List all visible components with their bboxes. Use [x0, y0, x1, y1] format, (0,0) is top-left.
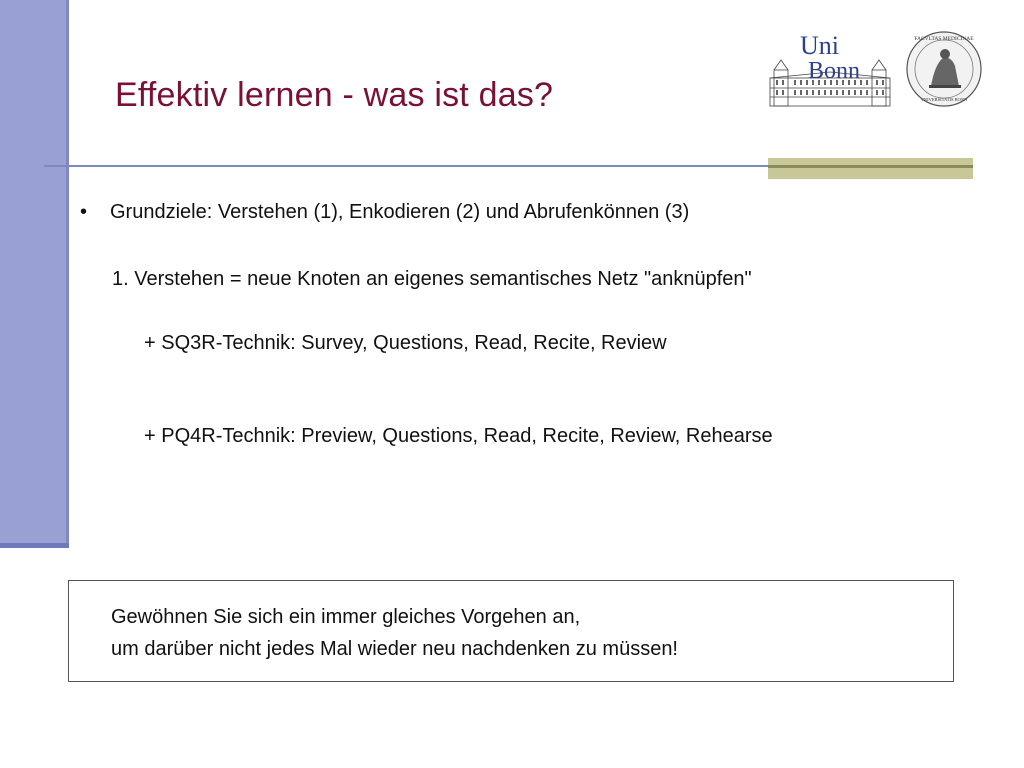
- callout-line-2: um darüber nicht jedes Mal wieder neu nachdenken zu müssen!: [111, 638, 678, 660]
- accent-bar: [768, 158, 973, 179]
- left-decorative-bar: [0, 0, 67, 547]
- point-one-text: 1. Verstehen = neue Knoten an eigenes semantisches Netz "anknüpfen": [112, 268, 752, 290]
- bullet-text: Grundziele: Verstehen (1), Enkodieren (2) und Abrufenkönnen (3): [110, 201, 690, 223]
- uni-bonn-logo: [766, 30, 894, 112]
- left-bar-bottom-edge: [0, 543, 69, 548]
- bullet-symbol: •: [80, 201, 88, 223]
- slide-title: Effektiv lernen - was ist das?: [115, 76, 554, 114]
- seal-text-bottom: VNIVERSITATIS BONN: [920, 97, 968, 102]
- accent-bar-line: [768, 165, 973, 168]
- uni-wordmark-line1: Uni: [800, 31, 839, 60]
- title-divider: [44, 165, 774, 167]
- callout-box: [68, 580, 954, 682]
- seal-text-top: FACVLTAS MEDICINAE: [914, 36, 974, 42]
- sq3r-technique-text: + SQ3R-Technik: Survey, Questions, Read, Recite, Review: [144, 332, 667, 354]
- bullet-item: [80, 201, 689, 224]
- callout-line-1: Gewöhnen Sie sich ein immer gleiches Vorgehen an,: [111, 606, 581, 628]
- pq4r-technique-text: + PQ4R-Technik: Preview, Questions, Read, Recite, Review, Rehearse: [144, 425, 773, 447]
- faculty-seal-logo: [905, 30, 983, 108]
- left-bar-edge-line: [66, 0, 69, 548]
- uni-wordmark-line2: Bonn: [808, 58, 861, 84]
